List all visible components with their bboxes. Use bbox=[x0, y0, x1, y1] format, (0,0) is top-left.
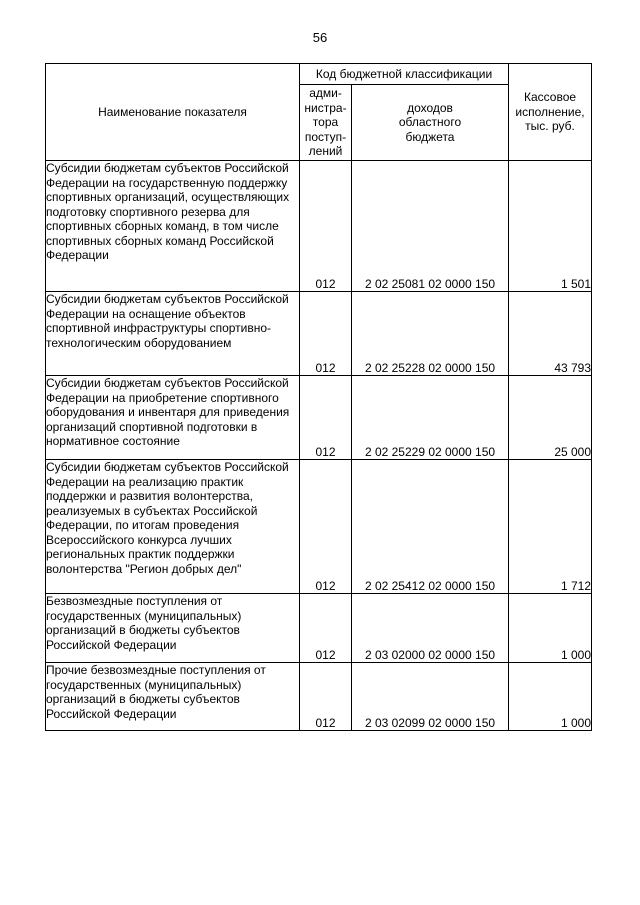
row-admin-code: 012 bbox=[300, 376, 352, 460]
row-income-code: 2 02 25228 02 0000 150 bbox=[352, 292, 509, 376]
row-admin-code: 012 bbox=[300, 594, 352, 663]
header-cash-execution bbox=[509, 64, 592, 161]
row-cash-amount: 1 712 bbox=[509, 460, 592, 594]
header-revenue-administrator-label: адми- нистра- тора поступ- лений bbox=[304, 86, 347, 159]
header-indicator-name bbox=[46, 64, 300, 161]
row-indicator-name: Безвозмездные поступления от государственных (муниципальных) организаций в бюджеты субъектов Российской Федерации bbox=[46, 594, 300, 663]
row-cash-amount: 43 793 bbox=[509, 292, 592, 376]
row-income-code: 2 02 25412 02 0000 150 bbox=[352, 460, 509, 594]
row-indicator-name: Прочие безвозмездные поступления от государственных (муниципальных) организаций в бюджеты субъектов Российской Федерации bbox=[46, 663, 300, 731]
row-cash-amount: 1 000 bbox=[509, 594, 592, 663]
table-row bbox=[46, 460, 592, 594]
row-income-code: 2 02 25081 02 0000 150 bbox=[352, 161, 509, 292]
table-header bbox=[46, 64, 592, 161]
header-revenue-administrator bbox=[300, 85, 352, 161]
row-indicator-name: Субсидии бюджетам субъектов Российской Федерации на реализацию практик поддержки и развития волонтерства, реализуемых в субъектах Российской Федерации, по итогам проведения Всероссийского конкурса лучших региональных практик поддержки волонтерства "Регион добрых дел" bbox=[46, 460, 300, 594]
row-cash-amount: 1 501 bbox=[509, 161, 592, 292]
table-row bbox=[46, 292, 592, 376]
header-cash-execution-label: Кассовое исполнение, тыс. руб. bbox=[515, 90, 585, 134]
page-number: 56 bbox=[312, 30, 328, 45]
header-classification-code bbox=[300, 64, 509, 85]
header-indicator-name-label: Наименование показателя bbox=[98, 104, 247, 119]
table-row bbox=[46, 161, 592, 292]
row-income-code: 2 03 02099 02 0000 150 bbox=[352, 663, 509, 731]
row-income-code: 2 03 02000 02 0000 150 bbox=[352, 594, 509, 663]
header-regional-budget-income bbox=[352, 85, 509, 161]
header-classification-code-label: Код бюджетной классификации bbox=[315, 66, 493, 81]
budget-revenue-table bbox=[45, 63, 592, 731]
row-indicator-name: Субсидии бюджетам субъектов Российской Федерации на приобретение спортивного оборудования и инвентаря для приведения организаций спортивной подготовки в нормативное состояние bbox=[46, 376, 300, 460]
row-indicator-name: Субсидии бюджетам субъектов Российской Федерации на оснащение объектов спортивной инфраструктуры спортивно-технологическим оборудованием bbox=[46, 292, 300, 376]
row-cash-amount: 1 000 bbox=[509, 663, 592, 731]
table-row bbox=[46, 594, 592, 663]
row-admin-code: 012 bbox=[300, 292, 352, 376]
row-admin-code: 012 bbox=[300, 460, 352, 594]
row-indicator-name: Субсидии бюджетам субъектов Российской Федерации на государственную поддержку спортивных организаций, осуществляющих подготовку спортивного резерва для спортивных сборных команд, в том числе спортивных сборных команд Российской Федерации bbox=[46, 161, 300, 292]
header-regional-budget-income-label: доходов областного бюджета bbox=[398, 100, 462, 144]
row-income-code: 2 02 25229 02 0000 150 bbox=[352, 376, 509, 460]
table-row bbox=[46, 376, 592, 460]
row-admin-code: 012 bbox=[300, 663, 352, 731]
table-row bbox=[46, 663, 592, 731]
row-admin-code: 012 bbox=[300, 161, 352, 292]
row-cash-amount: 25 000 bbox=[509, 376, 592, 460]
